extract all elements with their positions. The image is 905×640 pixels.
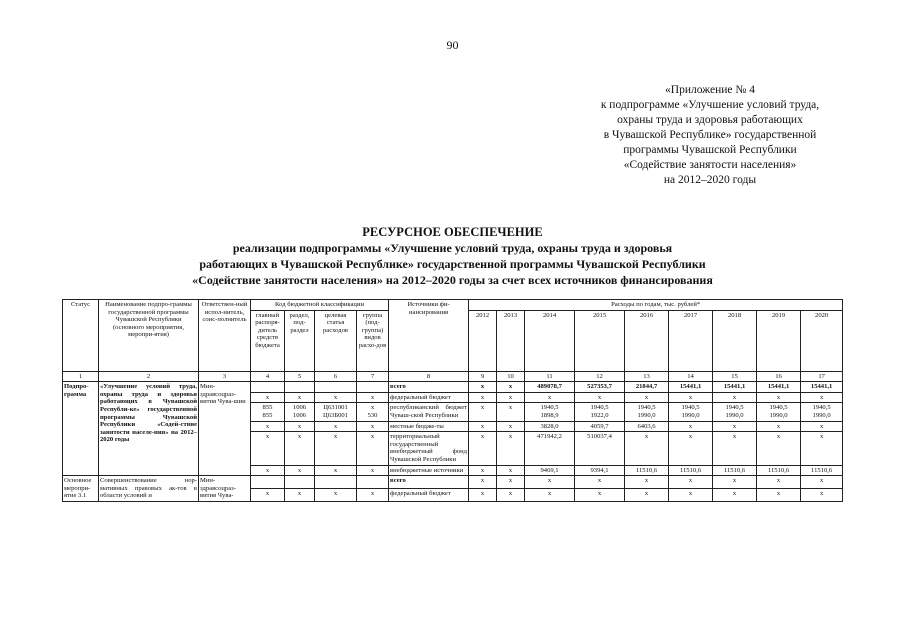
value-cell: х [713,432,757,465]
header-expenses: Расходы по годам, тыс. рублей* [469,300,843,311]
value-cell: 4059,7 [575,421,625,432]
column-number: 3 [199,371,251,382]
table-row [63,382,843,393]
status-cell: Подпро-грамма [63,382,99,476]
budget-code-cell: х [285,465,315,476]
title-line: «Содействие занятости населения» на 2012–2020 годы за счет всех источников финансирования [192,273,713,287]
source-cell: территориальный государственный внебюджетный фонд Чувашской Республики [389,432,469,465]
budget-code-cell: х [251,392,285,403]
value-cell: 11510,6 [669,465,713,476]
value-cell: х [801,432,843,465]
budget-code-cell [315,382,357,393]
budget-code-cell: х [315,432,357,465]
value-cell: 15441,1 [801,382,843,393]
value-cell: х [713,421,757,432]
budget-code-cell [285,476,315,489]
value-cell: 1940,5 1990,0 [757,403,801,421]
column-number: 12 [575,371,625,382]
budget-code-cell [251,476,285,489]
value-cell: х [497,476,525,489]
budget-code-cell: х [285,432,315,465]
source-cell: федеральный бюджет [389,489,469,502]
budget-code-cell [357,476,389,489]
budget-code-cell: х [315,489,357,502]
header-budget-code: Код бюджетной классификации [251,300,389,311]
value-cell: 15441,1 [757,382,801,393]
column-number: 1 [63,371,99,382]
value-cell: х [469,432,497,465]
appendix-line: к подпрограмме «Улучшение условий труда, [600,99,820,111]
budget-code-cell [251,382,285,393]
value-cell: х [575,489,625,502]
header-source: Источники фи-нансирования [389,300,469,372]
source-cell: всего [389,382,469,393]
value-cell: 11510,6 [625,465,669,476]
value-cell: х [757,489,801,502]
value-cell: х [801,489,843,502]
source-cell: местные бюдже-ты [389,421,469,432]
column-number: 15 [713,371,757,382]
value-cell: х [625,489,669,502]
budget-code-cell: Ц631001 Ц63Б001 [315,403,357,421]
header-year: 2013 [497,310,525,371]
value-cell: 489078,7 [525,382,575,393]
value-cell: х [575,392,625,403]
budget-code-cell: х [251,489,285,502]
value-cell: х [575,476,625,489]
value-cell: х [469,465,497,476]
header-status: Статус [63,300,99,372]
value-cell: 510037,4 [575,432,625,465]
budget-code-cell: х [357,432,389,465]
responsible-cell: Мин-здравсоцраз-вития Чува- [199,476,251,502]
header-target: целевая статья расходов [315,310,357,371]
title-line: реализации подпрограммы «Улучшение условий труда, охраны труда и здоровья [232,241,673,255]
header-group: группа (под-группа) видов расхо-дов [357,310,389,371]
value-cell: 15441,1 [669,382,713,393]
status-cell: Основное меропри-ятие 3.1 [63,476,99,502]
header-year: 2020 [801,310,843,371]
table-row [63,476,843,489]
header-year: 2016 [625,310,669,371]
source-cell: республиканский бюджет Чуваш-ской Республики [389,403,469,421]
appendix-note [560,83,860,188]
value-cell: х [469,403,497,421]
column-number: 7 [357,371,389,382]
value-cell: х [469,489,497,502]
value-cell: 11510,6 [757,465,801,476]
value-cell: 1940,5 1898,9 [525,403,575,421]
value-cell: х [669,392,713,403]
value-cell: 6403,6 [625,421,669,432]
value-cell: х [801,421,843,432]
value-cell: 3828,0 [525,421,575,432]
budget-code-cell: х [357,465,389,476]
budget-code-cell: х [357,392,389,403]
name-cell: Совершенствование нор-мативных правовых ак-тов в области условий и [99,476,199,502]
budget-code-cell: х [251,465,285,476]
value-cell: 15441,1 [713,382,757,393]
value-cell: х [713,489,757,502]
header-row [63,300,843,311]
value-cell: х [469,382,497,393]
value-cell: х [757,392,801,403]
source-cell: всего [389,476,469,489]
header-name: Наименование подпро-граммы государственной программы Чувашской Республики (основного мероприятия, меропри-ятия) [99,300,199,372]
budget-code-cell: х [251,421,285,432]
value-cell: 9394,1 [575,465,625,476]
budget-code-cell: х 530 [357,403,389,421]
value-cell: 527353,7 [575,382,625,393]
value-cell: х [669,421,713,432]
budget-code-cell [315,476,357,489]
budget-code-cell: х [285,489,315,502]
responsible-cell: Мин-здравсоцраз-вития Чува-шии [199,382,251,476]
header-year: 2015 [575,310,625,371]
value-cell: х [625,476,669,489]
budget-code-cell: х [285,421,315,432]
value-cell: х [497,421,525,432]
value-cell: х [801,476,843,489]
value-cell: х [469,476,497,489]
column-number: 8 [389,371,469,382]
value-cell: 1940,5 1990,0 [669,403,713,421]
document-title [0,224,905,288]
value-cell: х [469,392,497,403]
value-cell: 1940,5 1990,0 [801,403,843,421]
header-section: раздел, под-раздел [285,310,315,371]
appendix-line: охраны труда и здоровья работающих [617,114,803,126]
column-number: 9 [469,371,497,382]
budget-code-cell: х [357,421,389,432]
source-cell: внебюджетные источники [389,465,469,476]
value-cell: 21844,7 [625,382,669,393]
value-cell: х [669,489,713,502]
value-cell: х [713,392,757,403]
column-number: 11 [525,371,575,382]
column-number: 13 [625,371,669,382]
value-cell: х [757,476,801,489]
value-cell: х [497,382,525,393]
budget-code-cell [285,382,315,393]
value-cell: х [497,403,525,421]
value-cell: х [525,476,575,489]
value-cell: х [669,432,713,465]
value-cell: х [525,392,575,403]
header-year: 2012 [469,310,497,371]
budget-code-cell: х [285,392,315,403]
header-responsible: Ответствен-ный испол-нитель, соис-полнитель [199,300,251,372]
name-cell: «Улучшение условий труда, охраны труда и здоровья работающих в Чувашской Республи-ке» государственной программы Чувашской Республики «Содей-ствие занятости населе-ния» на 2012–2020 годы [99,382,199,476]
value-cell: 11510,6 [801,465,843,476]
value-cell: х [497,489,525,502]
value-cell: х [469,421,497,432]
value-cell: 1940,5 1990,0 [625,403,669,421]
budget-code-cell: х [251,432,285,465]
value-cell: х [757,432,801,465]
budget-code-cell [357,382,389,393]
value-cell: х [757,421,801,432]
value-cell: х [497,432,525,465]
header-year: 2014 [525,310,575,371]
value-cell: 11510,6 [713,465,757,476]
budget-code-cell: х [315,392,357,403]
budget-code-cell: х [315,465,357,476]
column-number: 5 [285,371,315,382]
source-cell: федеральный бюджет [389,392,469,403]
header-main-admin: главный распоря-дитель средств бюджета [251,310,285,371]
column-number: 14 [669,371,713,382]
value-cell: 9469,1 [525,465,575,476]
column-number: 10 [497,371,525,382]
appendix-line: программы Чувашской Республики [623,144,797,156]
title-line: РЕСУРСНОЕ ОБЕСПЕЧЕНИЕ [362,225,543,239]
budget-code-cell: 1006 1006 [285,403,315,421]
appendix-line: в Чувашской Республике» государственной [603,129,817,141]
budget-code-cell: х [315,421,357,432]
value-cell: х [525,489,575,502]
column-number: 6 [315,371,357,382]
budget-code-cell: х [357,489,389,502]
title-line: работающих в Чувашской Республике» государственной программы Чувашской Республики [199,257,706,271]
column-number-row [63,371,843,382]
header-year: 2019 [757,310,801,371]
value-cell: х [625,392,669,403]
value-cell: 1940,5 1922,0 [575,403,625,421]
page-number: 90 [446,38,459,52]
value-cell: х [497,392,525,403]
value-cell: х [625,432,669,465]
column-number: 16 [757,371,801,382]
header-year: 2018 [713,310,757,371]
budget-code-cell: 855 855 [251,403,285,421]
value-cell: 471942,2 [525,432,575,465]
value-cell: 1940,5 1990,0 [713,403,757,421]
value-cell: х [669,476,713,489]
column-number: 17 [801,371,843,382]
column-number: 4 [251,371,285,382]
value-cell: х [801,392,843,403]
value-cell: х [497,465,525,476]
appendix-line: «Содействие занятости населения» [623,159,797,171]
column-number: 2 [99,371,199,382]
appendix-line: на 2012–2020 годы [663,174,757,186]
appendix-line: «Приложение № 4 [665,84,755,96]
resource-table [62,299,843,502]
header-year: 2017 [669,310,713,371]
value-cell: х [713,476,757,489]
